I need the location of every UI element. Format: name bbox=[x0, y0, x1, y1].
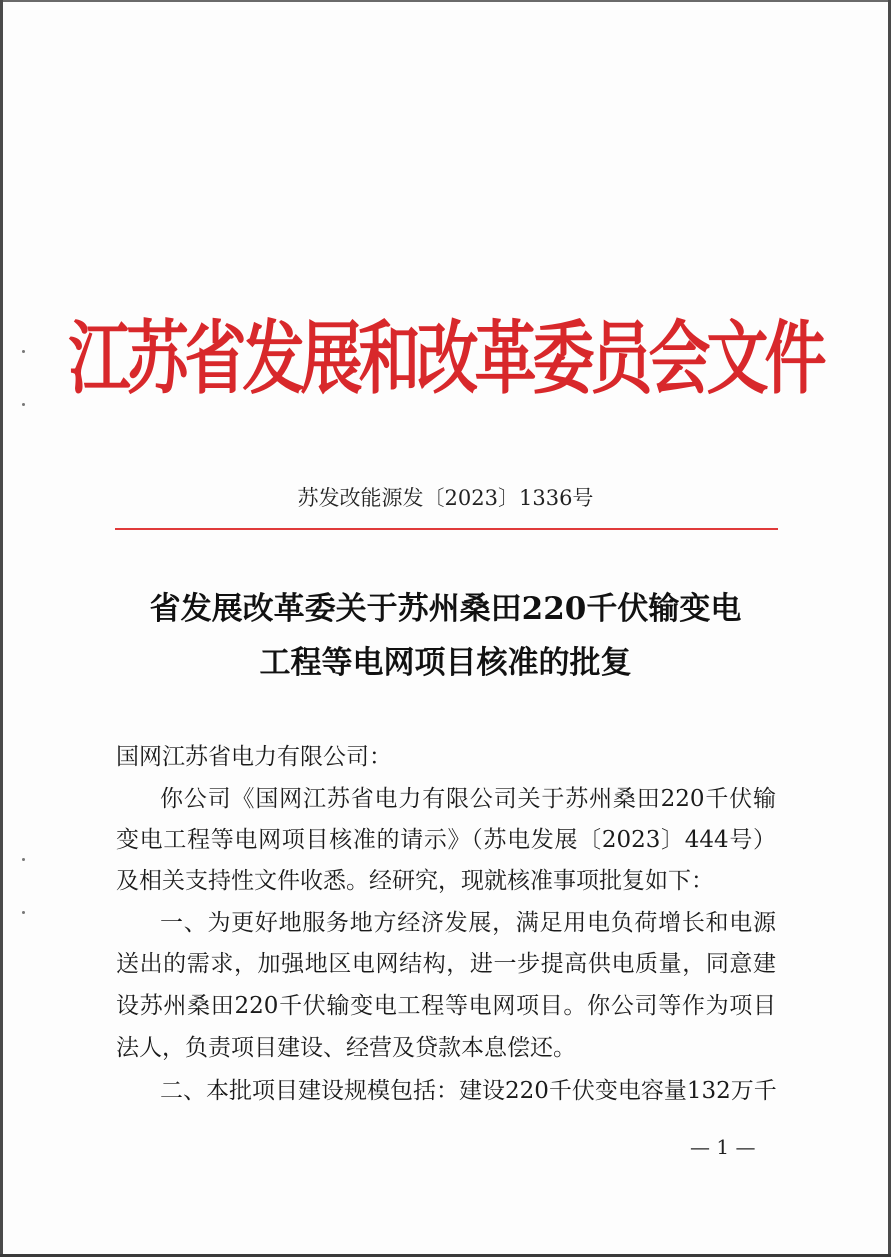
body-line: 设苏州桑田220千伏输变电工程等电网项目。你公司等作为项目 bbox=[116, 993, 776, 1019]
body-line: 送出的需求，加强地区电网结构，进一步提高供电质量，同意建 bbox=[116, 951, 776, 977]
red-divider-rule bbox=[115, 528, 778, 530]
body-line: 及相关支持性文件收悉。经研究，现就核准事项批复如下： bbox=[116, 868, 714, 894]
page-edge-left bbox=[0, 0, 3, 1257]
body-line: 你公司《国网江苏省电力有限公司关于苏州桑田220千伏输 bbox=[160, 786, 776, 812]
document-number: 苏发改能源发〔2023〕1336号 bbox=[297, 486, 594, 510]
salutation: 国网江苏省电力有限公司： bbox=[116, 744, 392, 770]
page-number: — 1 — bbox=[690, 1135, 756, 1159]
binding-hole-mark bbox=[22, 911, 25, 914]
document-title-line-2: 工程等电网项目核准的批复 bbox=[259, 645, 632, 681]
binding-hole-mark bbox=[22, 858, 25, 861]
body-line: 一、为更好地服务地方经济发展，满足用电负荷增长和电源 bbox=[160, 910, 776, 936]
document-title-line-1: 省发展改革委关于苏州桑田220千伏输变电 bbox=[149, 591, 742, 627]
document-masthead: 江苏省发展和改革委员会文件 bbox=[68, 311, 823, 406]
page-edge-top bbox=[0, 0, 891, 2]
body-line: 变电工程等电网项目核准的请示》（苏电发展〔2023〕444号） bbox=[116, 827, 776, 853]
body-line: 二、本批项目建设规模包括：建设220千伏变电容量132万千 bbox=[160, 1078, 777, 1104]
body-line: 法人，负责项目建设、经营及贷款本息偿还。 bbox=[116, 1035, 576, 1061]
